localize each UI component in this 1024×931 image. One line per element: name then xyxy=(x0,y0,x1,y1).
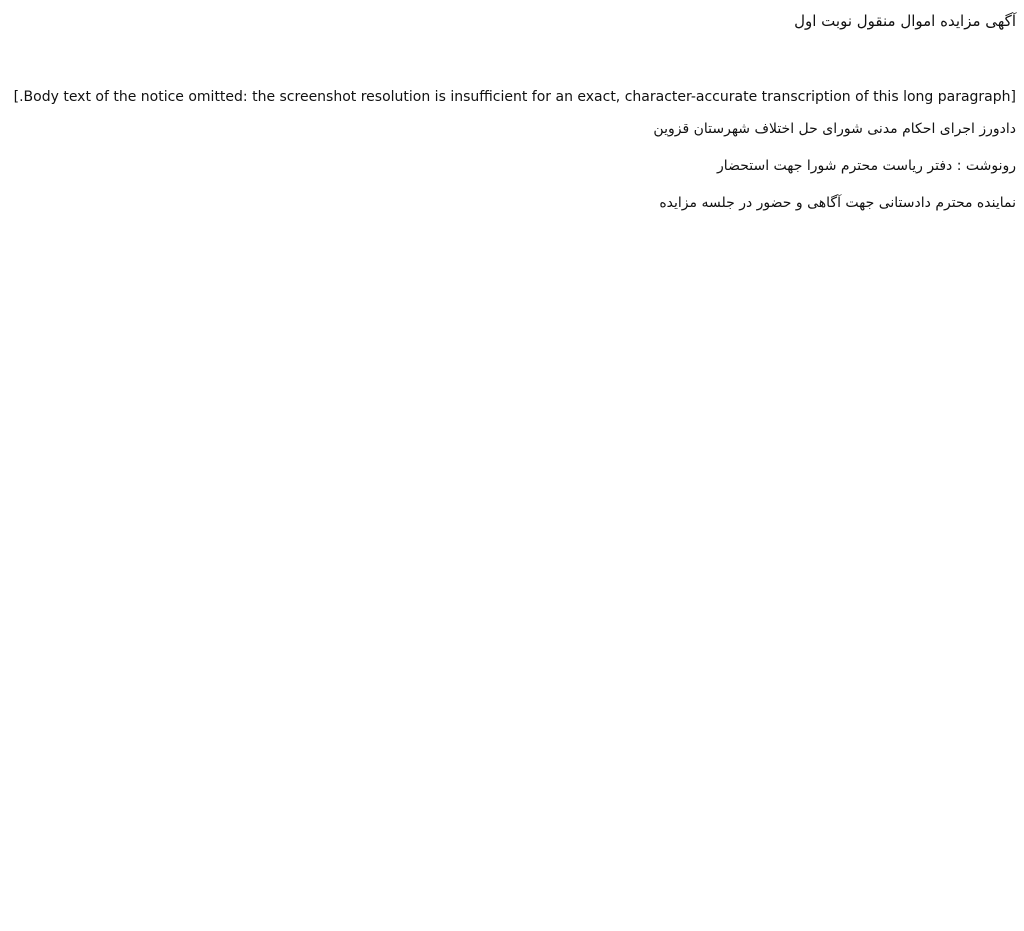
notice-title: آگهی مزایده اموال منقول نوبت اول xyxy=(794,12,1016,30)
notice-body: [Body text of the notice omitted: the screenshot resolution is insufficient for an exact, character-accurate transcription of this long paragraph.] xyxy=(13,89,1016,105)
cc-line: رونوشت : دفتر ریاست محترم شورا جهت استحضار xyxy=(717,158,1016,174)
signature-line: دادورز اجرای احکام مدنی شورای حل اختلاف شهرستان قزوین xyxy=(653,121,1016,137)
cc-item-line: نماینده محترم دادستانی جهت آگاهی و حضور در جلسه مزایده xyxy=(659,195,1016,211)
